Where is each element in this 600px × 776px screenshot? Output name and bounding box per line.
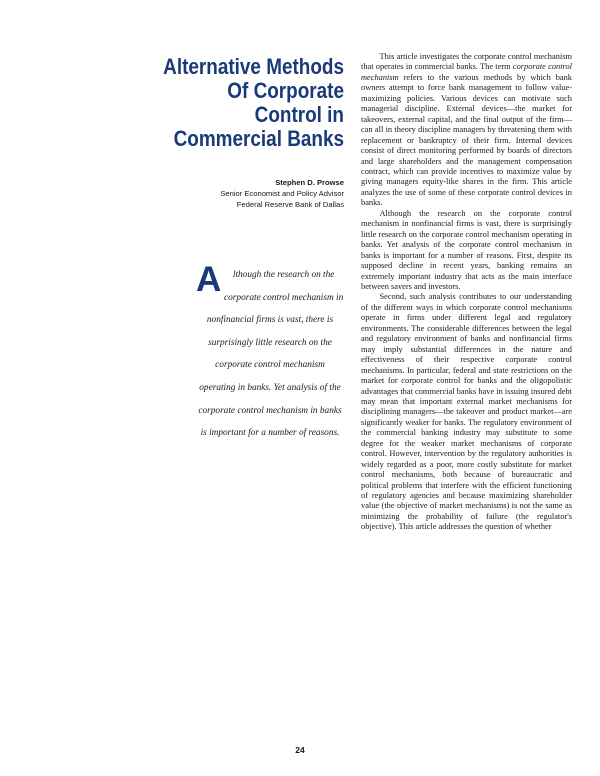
- pull-quote-text: lthough the research on the corporate control mechanism in nonfinancial firms is vast, there is surprisingly little research on the corporate control mechanism operating in banks. Yet analysis of the corporate control mechanism in banks is important for a number of reasons.: [198, 270, 344, 439]
- title-block: [130, 55, 344, 151]
- author-title: Senior Economist and Policy Advisor: [220, 189, 344, 198]
- body-text-run: refers to the various methods by which bank owners attempt to force bank management to follow value-maximizing policies. Various devices can motivate such managerial discipline. External devices—the market for takeovers, external capital, and the final output of the firm—can all in theory discipline managers by threatening them with replacement or bankruptcy of their firm. Internal devices consist of direct monitoring performed by boards of directors and large shareholders and the management compensation contract, which can provide incentives to maximize value by giving managers equity-like shares in the firm. This article analyzes the use of some of these corporate control devices in banks.: [361, 72, 572, 208]
- article-body: [361, 52, 572, 533]
- byline: [130, 177, 344, 210]
- pull-quote: [196, 260, 344, 445]
- body-paragraph: [361, 52, 572, 209]
- body-term: corporate control mechanism: [361, 62, 572, 82]
- body-paragraph: Although the research on the corporate control mechanism in nonfinancial firms is vast, there is surprisingly little research on the corporate control mechanism operating in banks. Yet analysis of the corporate control mechanism in banks is important for a number of reasons. First, despite its supposed decline in recent years, banking remains an extremely important industry that acts as the main interface between savers and investors.: [361, 208, 572, 291]
- title-line: Alternative Methods: [163, 54, 344, 79]
- body-text-run: This article investigates the corporate control mechanism that operates in commercial banks. The term: [361, 52, 572, 72]
- body-paragraph: Second, such analysis contributes to our understanding of the different ways in which corporate control mechanisms operate in firms under different legal and regulatory environments. The considerable differences between the legal and regulatory environment of banks and nonfinancial firms may imply substantial differences in the nature and effectiveness of their respective corporate control mechanisms. In particular, federal and state restrictions on the market for corporate control for banks and the oligopolistic advantages that commercial banks have in issuing insured debt may mean that important external market mechanisms for disciplining managers—the takeover and product market—are significantly weaker for banks. The regulatory environment of the commercial banking industry may substitute to some degree for the weaker market mechanisms of corporate control. However, intervention by the regulatory authorities is widely regarded as a poor, more costly substitute for market control mechanisms, both because of bureaucratic and political problems that interfere with the efficient functioning of regulatory agencies and because maximizing shareholder value (the objective of market mechanisms) is not the same as minimizing the probability of failure (the regulator's objective). This article addresses the question of whether: [361, 292, 572, 532]
- title-line: Of Corporate: [227, 78, 344, 103]
- title-line: Control in: [254, 102, 344, 127]
- article-title: [160, 55, 344, 151]
- drop-cap: A: [196, 260, 222, 299]
- title-line: Commercial Banks: [173, 126, 344, 151]
- author-affiliation: Federal Reserve Bank of Dallas: [236, 200, 344, 209]
- page-number: 24: [295, 745, 305, 755]
- author-name: Stephen D. Prowse: [275, 178, 344, 187]
